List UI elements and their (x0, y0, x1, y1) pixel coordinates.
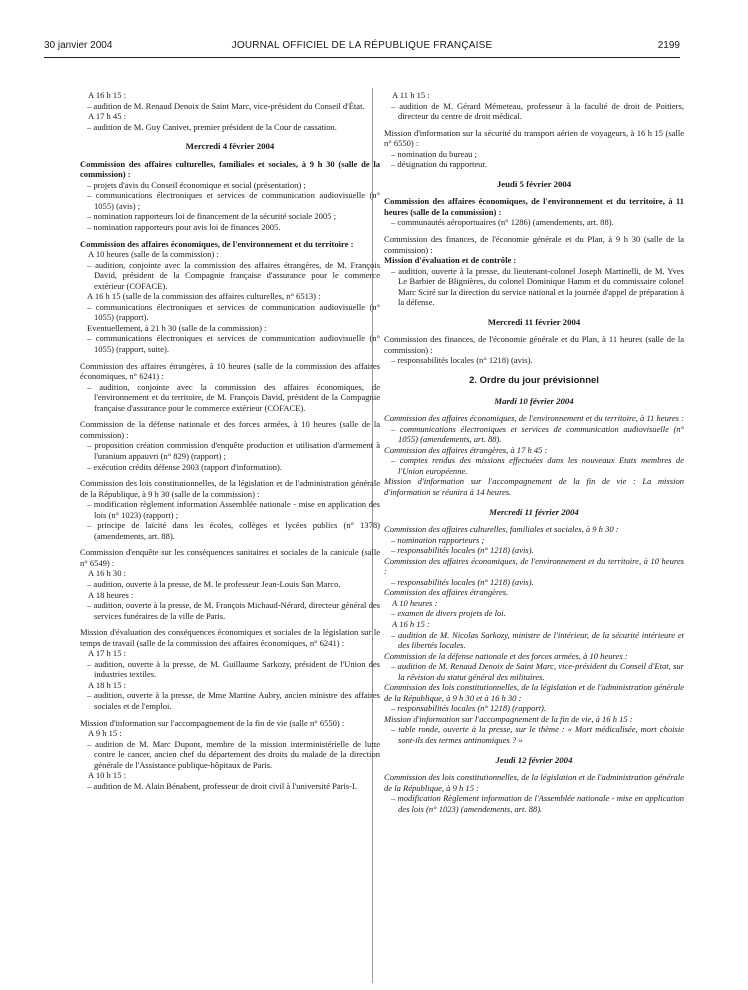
agenda-item: – audition, ouverte à la presse, de M. François Michaud-Nérard, directeur général des services funéraires de la ville de Paris. (87, 600, 380, 621)
time-line: A 17 h 45 : (88, 111, 126, 122)
agenda-item: – responsabilités locales (n° 1218) (avis). (391, 355, 533, 366)
agenda-item: – modification règlement information Assemblée nationale - mise en application des lois (n° 1023) (rapport) ; (87, 499, 380, 520)
agenda-item: – nomination du bureau ; (391, 148, 477, 159)
agenda-item: – exécution crédits défense 2003 (rapport d'information). (87, 461, 282, 472)
committee-paragraph: Commission des affaires économiques, de l'environnement et du territoire : (80, 238, 354, 249)
agenda-item: – communications électroniques et services de communication audiovisuelle (n° 1055) (amendements, art. 88). (391, 423, 684, 445)
agenda-item: – proposition création commission d'enquête production et utilisation d'armement à l'uranium appauvri (n° 829) (rapport) ; (87, 440, 380, 461)
committee-paragraph: Commission des affaires économiques, de l'environnement et du territoire, à 11 heures : (384, 413, 684, 424)
running-header (44, 40, 680, 54)
left-column (80, 90, 380, 791)
header-rule (44, 57, 680, 58)
agenda-item: – comptes rendus des missions effectuées dans les nouveaux Etats membres de l'Union européenne. (391, 455, 684, 476)
agenda-item: – audition de M. Guy Canivet, premier président de la Cour de cassation. (87, 121, 337, 132)
agenda-item: – audition, ouverte à la presse, de M. Guillaume Sarkozy, président de l'Union des industries textiles. (87, 658, 380, 680)
agenda-item: – désignation du rapporteur. (391, 159, 487, 170)
committee-paragraph: Commission des affaires économiques, de l'environnement et du territoire, à 11 heures (salle de la commission) : (384, 196, 684, 217)
committee-paragraph: Commission d'enquête sur les conséquences sanitaires et sociales de la canicule (salle n° 6549) : (80, 547, 380, 568)
committee-paragraph: Commission des affaires étrangères, à 17 h 45 : (384, 444, 548, 455)
header-journal-title: JOURNAL OFFICIEL DE LA RÉPUBLIQUE FRANÇAISE (231, 40, 493, 51)
committee-paragraph: Commission de la défense nationale et des forces armées, à 10 heures : (384, 650, 628, 661)
agenda-item: – principe de laïcité dans les écoles, collèges et lycées publics (n° 1378) (amendements, art. 88). (87, 520, 380, 541)
agenda-item: – responsabilités locales (n° 1218) (avis). (391, 545, 534, 556)
agenda-item: – audition de M. Marc Dupont, membre de la mission interministérielle de lutte contre le cancer, ancien chef du département des droits du malade de la direction générale de l'Assistance publique-hôpitaux de Paris. (87, 738, 380, 770)
date-heading: Mercredi 11 février 2004 (487, 316, 581, 327)
agenda-item: – communautés aéroportuaires (n° 1286) (amendements, art. 88). (391, 217, 614, 228)
time-line: A 9 h 15 : (88, 728, 122, 739)
agenda-item: – audition de M. Alain Bénabent, professeur de droit civil à l'université Paris-I. (87, 780, 357, 791)
committee-paragraph: Mission d'évaluation des conséquences économiques et sociales de la législation sur le temps de travail (salle de la commission des affaires économiques, n° 6241) : (80, 627, 380, 648)
agenda-item: – responsabilités locales (n° 1218) (avis). (391, 576, 534, 587)
agenda-item: – communications électroniques et services de communication audiovisuelle (n° 1055) (rapport, suite). (87, 333, 380, 355)
agenda-item: – responsabilités locales (n° 1218) (rapport). (391, 703, 547, 714)
agenda-item: – nomination rapporteurs pour avis loi de finances 2005. (87, 222, 281, 233)
time-line: A 18 h 15 : (88, 679, 126, 690)
date-heading: Mardi 10 février 2004 (494, 395, 574, 406)
time-line: A 10 heures (salle de la commission) : (88, 249, 219, 260)
time-line: A 10 heures : (392, 597, 438, 608)
committee-paragraph: Commission des affaires culturelles, familiales et sociales, à 9 h 30 (salle de la commission) : (80, 158, 380, 180)
committee-paragraph: Commission des affaires étrangères. (384, 587, 509, 598)
agenda-item: – audition de M. Renaud Denoix de Saint Marc, vice-président du Conseil d'Etat, sur la révision du statut général des militaires. (391, 661, 684, 682)
agenda-item: – audition de M. Gérard Mémeteau, professeur à la faculté de droit de Poitiers, directeur du centre de droit médical. (391, 100, 684, 122)
agenda-item: – modification Règlement information de l'Assemblée nationale - mise en application des lois (n° 1023) (amendements, art. 88). (391, 793, 684, 814)
date-heading: Jeudi 5 février 2004 (496, 178, 572, 189)
committee-paragraph: Mission d'information sur la sécurité du transport aérien de voyageurs, à 16 h 15 (salle n° 6550) : (384, 127, 684, 149)
time-line: A 10 h 15 : (88, 770, 126, 781)
committee-paragraph: Commission des affaires économiques, de l'environnement et du territoire, à 10 heures : (384, 555, 684, 577)
committee-paragraph: Eventuellement, à 21 h 30 (salle de la commission) : (87, 322, 267, 333)
committee-paragraph: Commission des finances, de l'économie générale et du Plan, à 11 heures (salle de la commission) : (384, 334, 684, 355)
agenda-item: – communications électroniques et services de communication audiovisuelle (n° 1055) (rapport). (87, 301, 380, 323)
agenda-item: – audition de M. Nicolas Sarkozy, ministre de l'intérieur, de la sécurité intérieure et des libertés locales. (391, 629, 684, 651)
agenda-item: – audition de M. Renaud Denoix de Saint Marc, vice-président du Conseil d'État. (87, 100, 365, 111)
right-column (384, 90, 684, 814)
agenda-item: – nomination rapporteurs loi de financement de la sécurité sociale 2005 ; (87, 211, 336, 222)
agenda-item: – table ronde, ouverte à la presse, sur le thème : « Mort médicalisée, mort choisie sont-ils des termes antinomiques ? » (391, 724, 684, 745)
time-line: A 16 h 15 : (392, 618, 430, 629)
agenda-item: – audition, ouverte à la presse, du lieutenant-colonel Joseph Martinelli, de M. Yves Le Barbier de Blignières, du colonel Dominique Hamm et du commissaire colonel Marc Sciré sur la direction du service national et la journée d'appel de préparation à la défense. (391, 265, 684, 308)
time-line: A 17 h 15 : (88, 648, 126, 659)
committee-paragraph: Mission d'information sur l'accompagnement de la fin de vie, à 16 h 15 : (384, 713, 633, 724)
date-heading: Jeudi 12 février 2004 (495, 754, 573, 765)
committee-paragraph: Commission des affaires étrangères, à 10 heures (salle de la commission des affaires économiques, n° 6241) : (80, 360, 380, 382)
committee-paragraph: Commission de la défense nationale et des forces armées, à 10 heures (salle de la commission) : (80, 419, 380, 440)
agenda-item: – audition, conjointe avec la commission des affaires économiques, de l'environnement et du territoire, de M. François David, président de la Compagnie française d'assurance pour le commerce extérieur (COFACE). (87, 381, 380, 413)
committee-paragraph: Commission des lois constitutionnelles, de la législation et de l'administration générale de la République, à 9 h 30 et à 16 h 30 : (384, 682, 684, 703)
committee-paragraph: Mission d'information sur l'accompagnement de la fin de vie : La mission d'information se réunira à 14 heures. (384, 476, 684, 497)
date-heading: Mercredi 11 février 2004 (489, 506, 579, 517)
header-date: 30 janvier 2004 (44, 40, 113, 51)
time-line: A 16 h 30 : (88, 568, 126, 579)
agenda-item: – examen de divers projets de loi. (391, 608, 506, 619)
committee-paragraph: A 16 h 15 (salle de la commission des affaires culturelles, n° 6513) : (87, 291, 321, 302)
time-line: A 16 h 15 : (88, 90, 126, 100)
committee-paragraph: Commission des lois constitutionnelles, de la législation et de l'administration générale de la République, à 9 h 30 (salle de la commission) : (80, 478, 380, 499)
header-page-number: 2199 (657, 40, 680, 51)
section-heading: 2. Ordre du jour prévisionnel (469, 375, 599, 387)
committee-paragraph: Commission des affaires culturelles, familiales et sociales, à 9 h 30 : (384, 524, 619, 535)
committee-paragraph: Mission d'information sur l'accompagnement de la fin de vie (salle n° 6550) : (80, 717, 345, 728)
agenda-item: – audition, conjointe avec la commission des affaires étrangères, de M. François David, président de la Compagnie française d'assurance pour le commerce extérieur (COFACE). (87, 259, 380, 291)
agenda-item: – nomination rapporteurs ; (391, 534, 485, 545)
agenda-item: – communications électroniques et services de communication audiovisuelle (n° 1055) (avis) ; (87, 190, 380, 211)
agenda-item: – audition, ouverte à la presse, de Mme Martine Aubry, ancien ministre des affaires sociales et de l'emploi. (87, 690, 380, 711)
committee-paragraph: Commission des lois constitutionnelles, de la législation et de l'administration générale de la République, à 9 h 15 : (384, 772, 684, 793)
date-heading: Mercredi 4 février 2004 (185, 141, 275, 152)
time-line: A 18 heures : (88, 589, 134, 600)
agenda-item: – projets d'avis du Conseil économique et social (présentation) ; (87, 179, 306, 190)
committee-paragraph: Commission des finances, de l'économie générale et du Plan, à 9 h 30 (salle de la commission) : (384, 234, 684, 255)
agenda-item: – audition, ouverte à la presse, de M. le professeur Jean-Louis San Marco. (87, 578, 341, 589)
committee-paragraph: Mission d'évaluation et de contrôle : (384, 255, 517, 266)
time-line: A 11 h 15 : (392, 90, 430, 100)
